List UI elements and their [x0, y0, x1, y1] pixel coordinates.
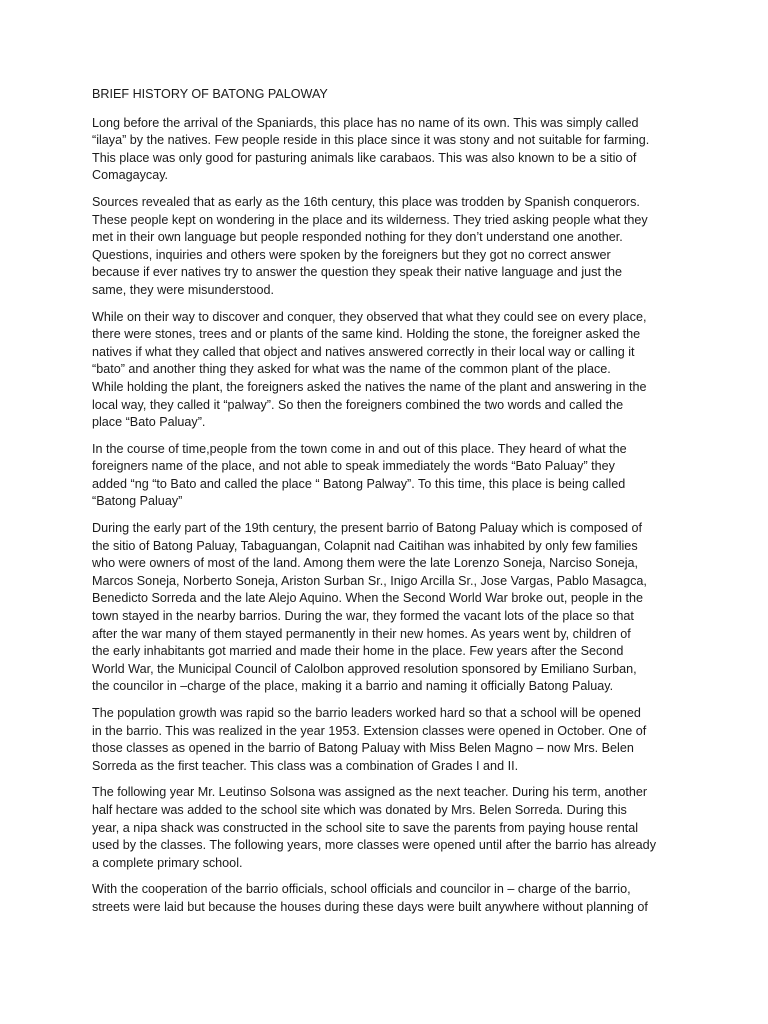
text-line: “Batong Paluay”	[92, 494, 183, 509]
text-line: While holding the plant, the foreigners asked the natives the name of the plant and answering in the	[92, 379, 647, 394]
text-line: With the cooperation of the barrio officials, school officials and councilor in – charge of the barrio,	[92, 882, 631, 897]
text-line: “ilaya” by the natives. Few people reside in this place since it was stony and not suitable for farming.	[92, 133, 650, 148]
text-line: in the barrio. This was realized in the year 1953. Extension classes were opened in October. One of	[92, 723, 647, 738]
text-line: During the early part of the 19th century, the present barrio of Batong Paluay which is composed of	[92, 521, 643, 536]
paragraph	[92, 705, 676, 775]
text-line: the early inhabitants got married and made their home in the place. Few years after the Second	[92, 644, 624, 659]
text-line: town stayed in the nearby barrios. During the war, they formed the vacant lots of the place so that	[92, 609, 634, 624]
text-line: used by the classes. The following years, more classes were opened until after the barrio has already	[92, 838, 656, 853]
text-line: In the course of time,people from the town come in and out of this place. They heard of what the	[92, 441, 627, 456]
paragraph	[92, 115, 676, 185]
text-line: streets were laid but because the houses during these days were built anywhere without planning of	[92, 899, 648, 914]
text-line: who were owners of most of the land. Among them were the late Lorenzo Soneja, Narciso Soneja,	[92, 556, 639, 571]
text-line: natives if what they called that object and natives answered correctly in their local way or calling it	[92, 344, 635, 359]
text-line: Marcos Soneja, Norberto Soneja, Ariston Surban Sr., Inigo Arcilla Sr., Jose Vargas, Pablo Masagca,	[92, 573, 647, 588]
text-line: Comagaycay.	[92, 168, 169, 183]
paragraph	[92, 784, 676, 872]
text-line: after the war many of them stayed permanently in their new homes. As years went by, children of	[92, 626, 631, 641]
text-line: the councilor in –charge of the place, making it a barrio and naming it officially Batong Paluay.	[92, 679, 614, 694]
document-page	[92, 86, 676, 926]
document-title: BRIEF HISTORY OF BATONG PALOWAY	[92, 87, 328, 101]
text-line: those classes as opened in the barrio of Batong Paluay with Miss Belen Magno – now Mrs. Belen	[92, 741, 634, 756]
text-line: same, they were misunderstood.	[92, 282, 274, 297]
text-line: Long before the arrival of the Spaniards, this place has no name of its own. This was simply called	[92, 115, 639, 130]
text-line: Sorreda as the first teacher. This class was a combination of Grades I and II.	[92, 758, 519, 773]
paragraph	[92, 441, 676, 511]
text-line: These people kept on wondering in the place and its wilderness. They tried asking people what they	[92, 212, 648, 227]
paragraph	[92, 881, 676, 916]
text-line: This place was only good for pasturing animals like carabaos. This was also known to be a sitio of	[92, 150, 637, 165]
text-line: because if ever natives try to answer the question they speak their native language and just the	[92, 265, 622, 280]
text-line: While on their way to discover and conquer, they observed that what they could see on every place,	[92, 309, 647, 324]
text-line: World War, the Municipal Council of Calolbon approved resolution sponsored by Emiliano Surban,	[92, 661, 637, 676]
text-line: Questions, inquiries and others were spoken by the foreigners but they got no correct answer	[92, 247, 611, 262]
paragraph	[92, 520, 676, 696]
paragraph	[92, 194, 676, 300]
text-line: The following year Mr. Leutinso Solsona was assigned as the next teacher. During his term, another	[92, 785, 648, 800]
text-line: year, a nipa shack was constructed in the school site to save the parents from paying house rental	[92, 820, 639, 835]
text-line: “bato” and another thing they asked for what was the name of the common plant of the place.	[92, 362, 611, 377]
text-line: Sources revealed that as early as the 16th century, this place was trodden by Spanish conquerors.	[92, 194, 640, 209]
text-line: place “Bato Paluay”.	[92, 415, 206, 430]
text-line: foreigners name of the place, and not able to speak immediately the words “Bato Paluay” they	[92, 459, 615, 474]
text-line: added “ng “to Bato and called the place “ Batong Palway”. To this time, this place is being called	[92, 476, 626, 491]
document-body	[92, 115, 676, 917]
text-line: local way, they called it “palway”. So then the foreigners combined the two words and called the	[92, 397, 624, 412]
text-line: The population growth was rapid so the barrio leaders worked hard so that a school will be opened	[92, 706, 641, 720]
text-line: the sitio of Batong Paluay, Tabaguangan, Colapnit nad Caitihan was inhabited by only few families	[92, 538, 638, 553]
text-line: there were stones, trees and or plants of the same kind. Holding the stone, the foreigner asked the	[92, 327, 641, 342]
paragraph	[92, 309, 676, 432]
text-line: Benedicto Sorreda and the late Alejo Aquino. When the Second World War broke out, people in the	[92, 591, 643, 606]
text-line: met in their own language but people responded nothing for they don’t understand one another.	[92, 230, 623, 245]
text-line: a complete primary school.	[92, 855, 243, 870]
text-line: half hectare was added to the school site which was donated by Mrs. Belen Sorreda. During this	[92, 802, 627, 817]
